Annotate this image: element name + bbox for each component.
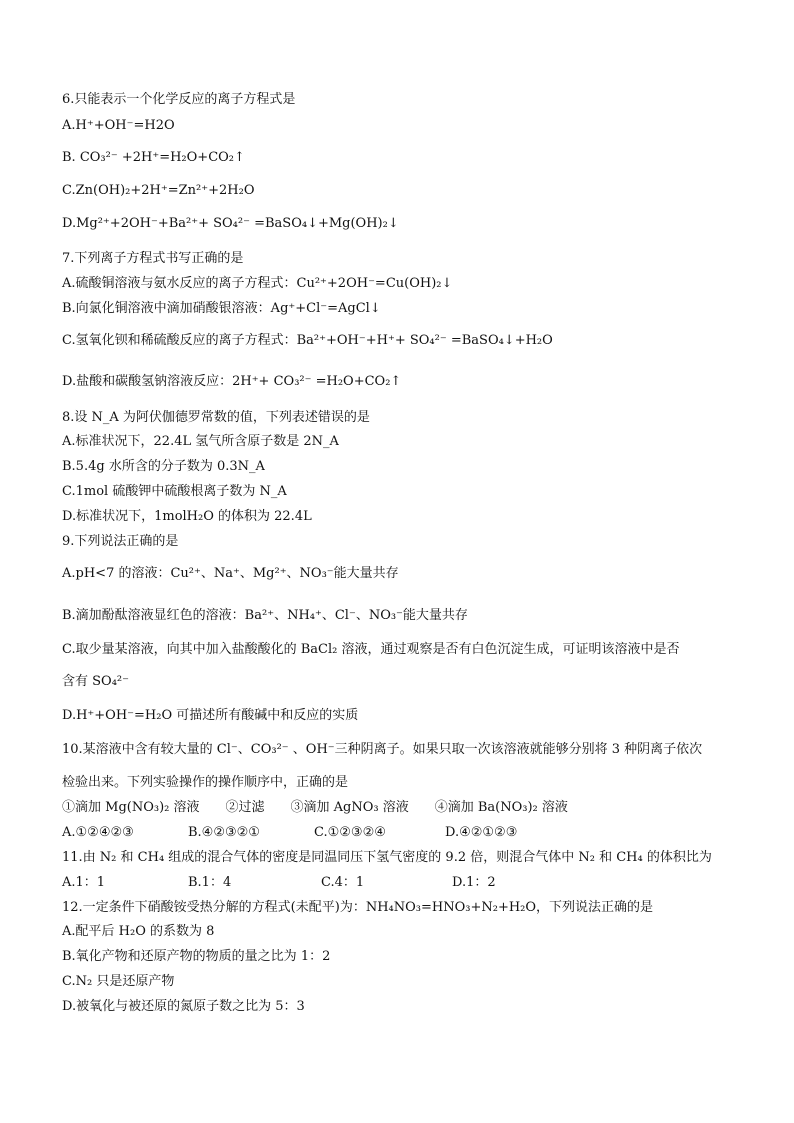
q11-option-a: A.1：1 (62, 875, 106, 890)
q8-option-b: B.5.4g 水所含的分子数为 0.3N_A (62, 459, 265, 474)
q7-option-c: C.氢氧化钡和稀硫酸反应的离子方程式：Ba²⁺+OH⁻+H⁺+ SO₄²⁻ =BaSO₄↓+H₂O (62, 333, 553, 348)
q7-option-d: D.盐酸和碳酸氢钠溶液反应：2H⁺+ CO₃²⁻ =H₂O+CO₂↑ (62, 374, 402, 389)
q8-option-c: C.1mol 硫酸钾中硫酸根离子数为 N_A (62, 484, 287, 499)
q7-stem: 7.下列离子方程式书写正确的是 (62, 251, 244, 266)
q10-options (62, 825, 517, 841)
q9-option-a: A.pH<7 的溶液：Cu²⁺、Na⁺、Mg²⁺、NO₃⁻能大量共存 (62, 566, 399, 581)
q12-option-b: B.氧化产物和还原产物的物质的量之比为 1：2 (62, 949, 331, 964)
q6-option-c: C.Zn(OH)₂+2H⁺=Zn²⁺+2H₂O (62, 183, 255, 198)
q6-option-b: B. CO₃²⁻ +2H⁺=H₂O+CO₂↑ (62, 150, 245, 165)
q11-stem: 11.由 N₂ 和 CH₄ 组成的混合气体的密度是同温同压下氢气密度的 9.2 倍，则混合气体中 N₂ 和 CH₄ 的体积比为 (62, 850, 712, 865)
q8-stem: 8.设 N_A 为阿伏伽德罗常数的值，下列表述错误的是 (62, 410, 370, 425)
q7-option-a: A.硫酸铜溶液与氨水反应的离子方程式：Cu²⁺+2OH⁻=Cu(OH)₂↓ (62, 276, 453, 291)
q11-option-b: B.1：4 (188, 875, 232, 890)
q10-stem-cont: 检验出来。下列实验操作的操作顺序中，正确的是 (62, 775, 349, 790)
q8-option-a: A.标准状况下，22.4L 氢气所含原子数是 2N_A (62, 434, 339, 449)
q12-option-a: A.配平后 H₂O 的系数为 8 (62, 924, 215, 939)
q12-stem: 12.一定条件下硝酸铵受热分解的方程式(未配平)为：NH₄NO₃=HNO₃+N₂+H₂O，下列说法正确的是 (62, 900, 654, 915)
q6-option-a: A.H⁺+OH⁻=H2O (62, 118, 175, 133)
q10-option-a: A.①②④②③ (62, 825, 134, 840)
q10-steps: ①滴加 Mg(NO₃)₂ 溶液 ②过滤 ③滴加 AgNO₃ 溶液 ④滴加 Ba(NO₃)₂ 溶液 (62, 800, 568, 815)
q6-stem: 6.只能表示一个化学反应的离子方程式是 (62, 92, 296, 107)
q10-option-d: D.④②①②③ (445, 825, 518, 840)
q11-option-d: D.1：2 (452, 875, 496, 890)
q10-option-c: C.①②③②④ (314, 825, 386, 840)
q11-option-c: C.4：1 (321, 875, 365, 890)
q9-option-c: C.取少量某溶液，向其中加入盐酸酸化的 BaCl₂ 溶液，通过观察是否有白色沉淀生成，可证明该溶液中是否 (62, 642, 680, 657)
q9-stem: 9.下列说法正确的是 (62, 534, 179, 549)
q12-option-d: D.被氧化与被还原的氮原子数之比为 5：3 (62, 999, 305, 1014)
q12-option-c: C.N₂ 只是还原产物 (62, 974, 175, 989)
q11-options (62, 875, 496, 891)
q7-option-b: B.向氯化铜溶液中滴加硝酸银溶液：Ag⁺+Cl⁻=AgCl↓ (62, 301, 381, 316)
q9-option-c-cont: 含有 SO₄²⁻ (62, 674, 129, 689)
q6-option-d: D.Mg²⁺+2OH⁻+Ba²⁺+ SO₄²⁻ =BaSO₄↓+Mg(OH)₂↓ (62, 216, 399, 231)
q8-option-d: D.标准状况下，1molH₂O 的体积为 22.4L (62, 509, 312, 524)
q10-stem: 10.某溶液中含有较大量的 Cl⁻、CO₃²⁻ 、OH⁻三种阴离子。如果只取一次该溶液就能够分别将 3 种阴离子依次 (62, 742, 703, 757)
q9-option-b: B.滴加酚酞溶液显红色的溶液：Ba²⁺、NH₄⁺、Cl⁻、NO₃⁻能大量共存 (62, 608, 468, 623)
q10-option-b: B.④②③②① (188, 825, 260, 840)
q9-option-d: D.H⁺+OH⁻=H₂O 可描述所有酸碱中和反应的实质 (62, 708, 359, 723)
